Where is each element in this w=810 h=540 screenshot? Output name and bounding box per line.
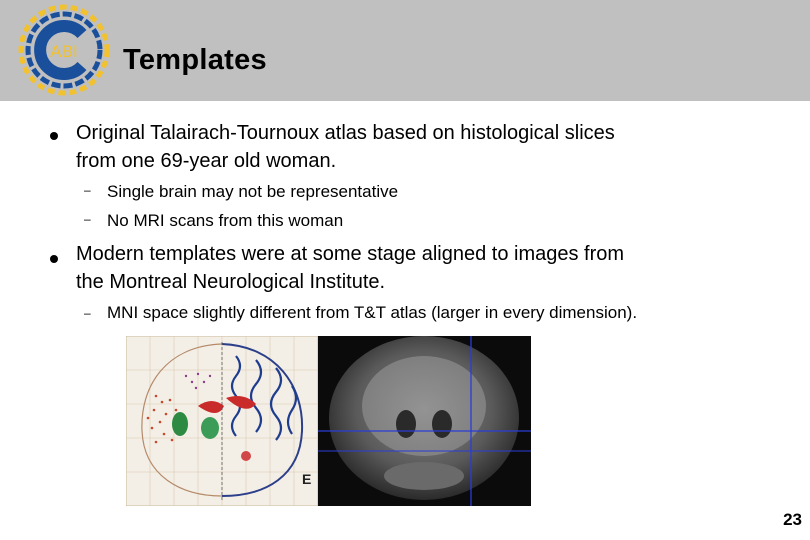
slide-title: Templates [123, 44, 267, 76]
page-number: 23 [783, 510, 802, 529]
talairach-atlas-slice [126, 336, 318, 506]
mni-mri-slice [318, 336, 531, 506]
bullet-1-line-2: from one 69-year old woman. [76, 150, 337, 172]
bullet-2-line-1: Modern templates were at some stage aligned to images from [76, 243, 625, 265]
bullet-2-line-2: the Montreal Neurological Institute. [76, 271, 386, 293]
sub-dash: – [84, 306, 91, 320]
abi-logo [18, 4, 110, 96]
svg-text:ABI: ABI [50, 42, 78, 61]
sub-dash: – [84, 183, 91, 197]
svg-text:E: E [302, 471, 312, 487]
bullet-1-sub-1: Single brain may not be representative [107, 182, 399, 201]
brain-atlas-figure [126, 336, 531, 506]
bullet-dot [50, 132, 58, 140]
bullet-dot [50, 255, 58, 263]
slide-header [0, 0, 810, 101]
bullet-1-sub-2: No MRI scans from this woman [107, 211, 344, 230]
sub-dash: – [84, 212, 91, 226]
bullet-2-sub-1: MNI space slightly different from T&T atlas (larger in every dimension). [107, 303, 638, 322]
bullet-1-line-1: Original Talairach-Tournoux atlas based on histological slices [76, 122, 615, 144]
